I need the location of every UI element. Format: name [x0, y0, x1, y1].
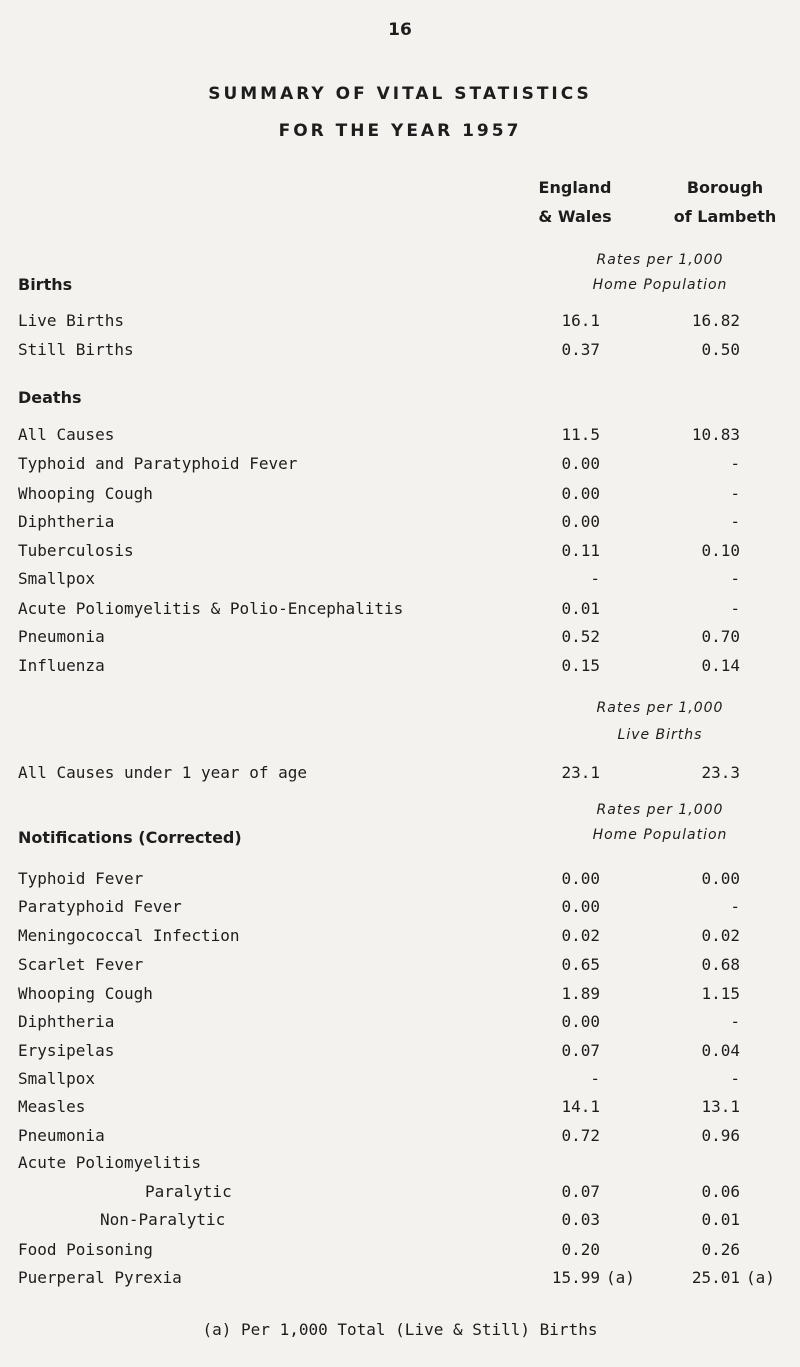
col-england-line1: England	[538, 178, 612, 197]
lambeth-value: 0.68	[701, 955, 740, 974]
england-wales-value: 0.72	[561, 1126, 600, 1145]
lambeth-value: 1.15	[701, 984, 740, 1003]
table-row	[0, 454, 800, 478]
table-row	[0, 763, 800, 787]
table-row	[0, 599, 800, 623]
row-label: Measles	[18, 1097, 86, 1116]
row-label: Paralytic	[145, 1182, 232, 1201]
england-wales-value: 0.00	[561, 454, 600, 473]
lambeth-value: -	[730, 599, 740, 618]
row-label: Live Births	[18, 311, 124, 330]
deaths-heading: Deaths	[18, 388, 82, 407]
table-row	[0, 512, 800, 536]
row-label: All Causes under 1 year of age	[18, 763, 307, 782]
row-label: Pneumonia	[18, 627, 105, 646]
england-wales-value: 0.11	[561, 541, 600, 560]
lambeth-value: 0.50	[701, 340, 740, 359]
row-label: Puerperal Pyrexia	[18, 1268, 182, 1287]
row-label: Smallpox	[18, 1069, 96, 1088]
england-wales-value: -	[590, 1069, 600, 1088]
notif-rate-line1: Rates per 1,000	[596, 802, 724, 818]
england-wales-value: 14.1	[561, 1097, 600, 1116]
lambeth-value: -	[730, 454, 740, 473]
table-row	[0, 1153, 800, 1177]
row-label: Influenza	[18, 656, 105, 675]
row-label: Acute Poliomyelitis & Polio-Encephalitis	[18, 599, 404, 618]
lambeth-value: 0.26	[701, 1240, 740, 1259]
row-label: Scarlet Fever	[18, 955, 144, 974]
row-label: Tuberculosis	[18, 541, 134, 560]
table-row	[0, 1126, 800, 1150]
lambeth-value: 0.14	[701, 656, 740, 675]
england-wales-value: 0.37	[561, 340, 600, 359]
england-wales-value: 11.5	[561, 425, 600, 444]
england-wales-value: 23.1	[561, 763, 600, 782]
births-heading: Births	[18, 275, 73, 294]
table-row	[0, 1097, 800, 1121]
page-number: 16	[388, 20, 412, 40]
england-wales-value: 16.1	[561, 311, 600, 330]
england-wales-value: 0.00	[561, 897, 600, 916]
row-label: Acute Poliomyelitis	[18, 1153, 202, 1172]
lambeth-value: 0.01	[701, 1210, 740, 1229]
table-row	[0, 311, 800, 335]
row-label: Meningococcal Infection	[18, 926, 240, 945]
table-row	[0, 1069, 800, 1093]
births-rate-line2: Home Population	[592, 277, 728, 293]
lambeth-value: 0.10	[701, 541, 740, 560]
row-label: Non-Paralytic	[100, 1210, 226, 1229]
table-row	[0, 1182, 800, 1206]
england-wales-value: 15.99	[551, 1268, 600, 1287]
lambeth-value: 0.06	[701, 1182, 740, 1201]
notif-rate-line2: Home Population	[592, 827, 728, 843]
infant-rate-line2: Live Births	[617, 727, 703, 743]
england-wales-value: 0.15	[561, 656, 600, 675]
table-row	[0, 1041, 800, 1065]
table-row	[0, 897, 800, 921]
row-label: Smallpox	[18, 569, 96, 588]
row-label: Whooping Cough	[18, 984, 153, 1003]
table-row	[0, 541, 800, 565]
row-label: Paratyphoid Fever	[18, 897, 182, 916]
england-wales-value: 0.01	[561, 599, 600, 618]
row-label: Diphtheria	[18, 1012, 115, 1031]
row-label: Typhoid Fever	[18, 869, 144, 888]
lambeth-value: 0.02	[701, 926, 740, 945]
table-row	[0, 1268, 800, 1292]
lambeth-value: 25.01	[691, 1268, 740, 1287]
table-row	[0, 869, 800, 893]
col-lambeth-line2: of Lambeth	[673, 207, 777, 226]
lambeth-value: 10.83	[691, 425, 740, 444]
england-wales-value: 0.00	[561, 512, 600, 531]
lambeth-value: -	[730, 569, 740, 588]
col-lambeth-line1: Borough	[686, 178, 764, 197]
infant-rate-line1: Rates per 1,000	[596, 700, 724, 716]
table-row	[0, 1240, 800, 1264]
table-row	[0, 926, 800, 950]
table-row	[0, 984, 800, 1008]
notifications-heading: Notifications (Corrected)	[18, 828, 242, 847]
births-rate-line1: Rates per 1,000	[596, 252, 724, 268]
england-wales-value: 0.00	[561, 869, 600, 888]
england-wales-value: 0.00	[561, 484, 600, 503]
row-label: Diphtheria	[18, 512, 115, 531]
table-row	[0, 656, 800, 680]
lambeth-value: 16.82	[691, 311, 740, 330]
england-wales-value: 1.89	[561, 984, 600, 1003]
england-wales-value: 0.07	[561, 1182, 600, 1201]
lambeth-value: 23.3	[701, 763, 740, 782]
row-label: Typhoid and Paratyphoid Fever	[18, 454, 298, 473]
row-label: Erysipelas	[18, 1041, 115, 1060]
table-row	[0, 484, 800, 508]
england-wales-value: 0.02	[561, 926, 600, 945]
lambeth-value: 0.96	[701, 1126, 740, 1145]
lambeth-value: -	[730, 1069, 740, 1088]
england-wales-value: 0.00	[561, 1012, 600, 1031]
row-label: Food Poisoning	[18, 1240, 153, 1259]
england-wales-value: -	[590, 569, 600, 588]
lambeth-value: 13.1	[701, 1097, 740, 1116]
lambeth-value: -	[730, 897, 740, 916]
row-label: All Causes	[18, 425, 115, 444]
england-wales-value: 0.07	[561, 1041, 600, 1060]
table-row	[0, 340, 800, 364]
lambeth-value: 0.04	[701, 1041, 740, 1060]
lambeth-value: 0.70	[701, 627, 740, 646]
england-wales-value: 0.65	[561, 955, 600, 974]
england-wales-value: 0.52	[561, 627, 600, 646]
lambeth-value: -	[730, 512, 740, 531]
footnote: (a) Per 1,000 Total (Live & Still) Births	[202, 1320, 598, 1339]
lambeth-value: -	[730, 484, 740, 503]
row-label: Still Births	[18, 340, 134, 359]
title-line-2: FOR THE YEAR 1957	[278, 121, 522, 141]
table-row	[0, 955, 800, 979]
table-row	[0, 1210, 800, 1234]
row-label: Pneumonia	[18, 1126, 105, 1145]
col-england-line2: & Wales	[538, 207, 612, 226]
table-row	[0, 1012, 800, 1036]
row-label: Whooping Cough	[18, 484, 153, 503]
england-wales-value: 0.03	[561, 1210, 600, 1229]
england-wales-value: 0.20	[561, 1240, 600, 1259]
table-row	[0, 425, 800, 449]
lambeth-value: 0.00	[701, 869, 740, 888]
lambeth-value: -	[730, 1012, 740, 1031]
lambeth-note: (a)	[746, 1268, 775, 1287]
title-line-1: SUMMARY OF VITAL STATISTICS	[208, 84, 592, 104]
england-wales-note: (a)	[606, 1268, 635, 1287]
table-row	[0, 627, 800, 651]
table-row	[0, 569, 800, 593]
